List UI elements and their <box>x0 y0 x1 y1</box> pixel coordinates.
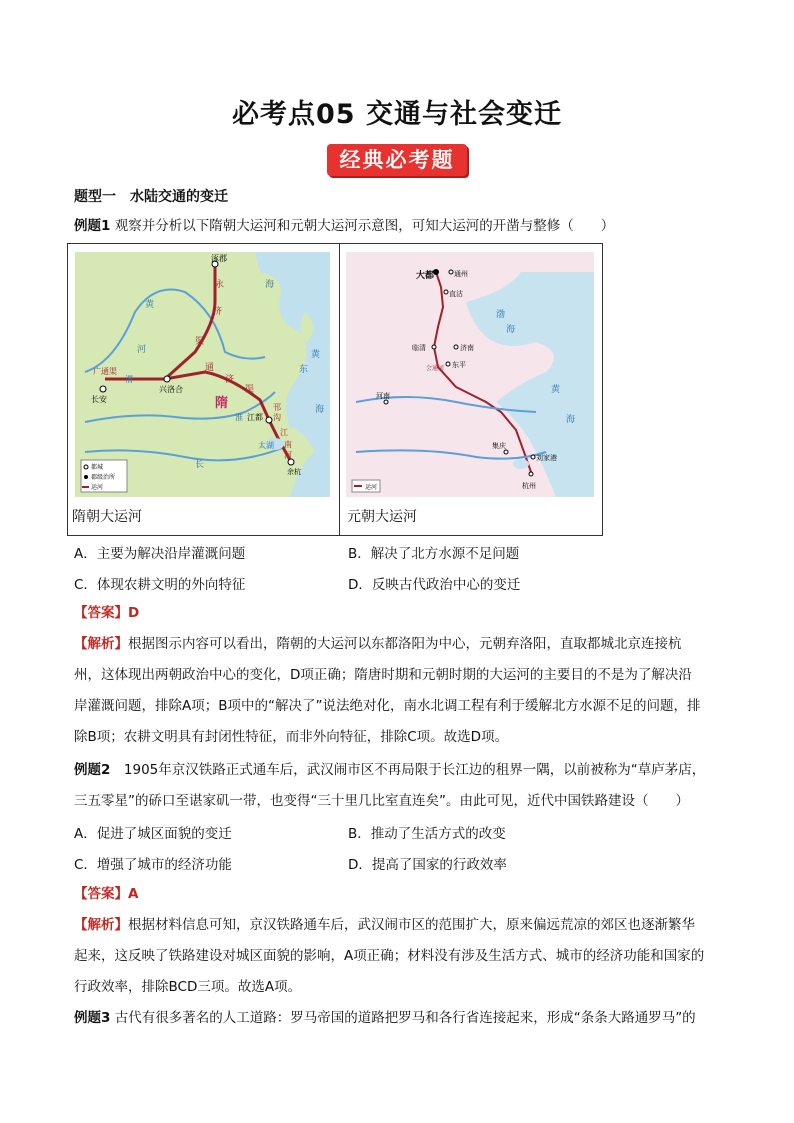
map-label: 渤 <box>496 310 506 320</box>
ex3-question <box>74 1008 724 1028</box>
map-label: 通 <box>205 363 215 373</box>
map-label: 长安 <box>91 395 107 404</box>
map-label: 杭州 <box>522 482 536 490</box>
map-label: 海 <box>315 405 325 415</box>
map-label: 河 <box>284 451 292 460</box>
legend-canal: 运河 <box>365 484 378 491</box>
ex2-analysis-line <box>74 915 724 935</box>
map-label: 太湖 <box>258 441 274 450</box>
ex3-label: 例题3 <box>74 1010 111 1026</box>
ex1-label: 例题1 <box>74 218 111 234</box>
map-label: 南 <box>284 440 292 449</box>
map-label: 会通河 <box>426 365 445 372</box>
ex1-answer <box>74 603 724 623</box>
map-label: 长 <box>195 460 205 470</box>
answer-value: D <box>128 605 140 621</box>
ex2-option-d: D．提高了国家的行政效率 <box>348 857 507 873</box>
map-label: 永 <box>215 280 225 290</box>
legend-capital-icon <box>84 465 88 469</box>
dongping-marker <box>446 362 450 366</box>
map-label: 海 <box>506 325 516 335</box>
map-label: 济南 <box>460 344 474 352</box>
tongzhou-marker <box>449 270 453 274</box>
ex2-question-text: 1905年京汉铁路正式通车后，武汉闹市区不再局限于长江边的租界一隅，以前被称为“草庐茅店， <box>110 762 706 778</box>
map-label: 余杭 <box>287 468 301 476</box>
ex1-analysis-line: 岸灌溉问题，排除A项；B项中的“解决了”说法绝对化，南水北调工程有利于缓解北方水源不足的问题，排 <box>74 698 701 714</box>
ex1-analysis-line: 除B项；农耕文明具有封闭性特征，而非外向特征，排除C项。故选D项。 <box>74 729 509 745</box>
ex2-analysis-line: 行政效率，排除BCD三项。故选A项。 <box>74 979 302 995</box>
map-label: 河 <box>137 345 147 355</box>
page-title: 必考点05 交通与社会变迁 <box>232 99 562 130</box>
map-label-sui: 隋 <box>215 396 229 411</box>
map-label: 通州 <box>454 270 468 278</box>
legend-canal: 运河 <box>91 484 104 491</box>
section-heading: 题型一 水陆交通的变迁 <box>74 189 228 205</box>
luoyang-marker <box>164 376 170 382</box>
map-label: 刘家港 <box>536 454 557 462</box>
map-label: 济 <box>225 375 235 385</box>
answer-tag: 【答案】 <box>74 886 128 902</box>
ex2-label: 例题2 <box>74 762 111 778</box>
legend-prefecture-icon <box>84 475 88 479</box>
map-label: 渠 <box>245 385 255 395</box>
map-label: 海 <box>265 280 275 290</box>
map-label: 沟 <box>273 413 281 422</box>
caption-sui: 隋朝大运河 <box>72 509 142 525</box>
henan-marker <box>384 400 388 404</box>
answer-tag: 【答案】 <box>74 605 128 621</box>
map-label: 东 <box>299 365 309 375</box>
map-label: 临清 <box>412 344 426 352</box>
badge: 经典必考题 <box>327 144 467 176</box>
ex1-option-b: B．解决了北方水源不足问题 <box>348 546 520 562</box>
ex2-question <box>74 760 724 780</box>
map-label: 江 <box>280 428 288 437</box>
hangzhou-marker <box>529 472 533 476</box>
map-label: 集庆 <box>492 442 506 450</box>
map-label: 东平 <box>452 361 466 369</box>
map-divider <box>339 244 340 535</box>
ex2-analysis-line: 起来，这反映了铁路建设对城区面貌的影响，A项正确；材料没有涉及生活方式、城市的经济功能和国家的 <box>74 948 705 964</box>
ex2-question-line: 三五零星”的硚口至谌家矶一带，也变得“三十里几比室直连矣”。由此可见，近代中国铁路建设（ ） <box>74 793 689 809</box>
legend-prefecture: 郡级治所 <box>91 474 116 481</box>
caption-yuan: 元朝大运河 <box>347 509 417 525</box>
sui-canal-map <box>75 252 330 497</box>
ex1-option-d: D．反映古代政治中心的变迁 <box>348 577 521 593</box>
map-label: 黄 <box>551 385 561 395</box>
linqing-marker <box>432 345 436 349</box>
ex1-option-a: A．主要为解决沿岸灌溉问题 <box>74 546 246 562</box>
ex1-question <box>74 216 724 236</box>
map-figure <box>67 243 603 536</box>
analysis-text: 根据图示内容可以看出，隋朝的大运河以东都洛阳为中心，元朝弃洛阳，直取都城北京连接杭 <box>128 636 682 652</box>
jiangdu-marker <box>266 417 272 423</box>
map-label-dadu: 大都 <box>416 271 435 281</box>
analysis-tag: 【解析】 <box>74 917 128 933</box>
ex1-question-text: 观察并分析以下隋朝大运河和元朝大运河示意图，可知大运河的开凿与整修（ ） <box>110 218 615 234</box>
map-label: 直沽 <box>449 290 463 298</box>
map-label: 河南 <box>376 392 390 400</box>
map-label: 淮 <box>235 413 243 422</box>
liujiagang-marker <box>531 455 535 459</box>
map-label: 黄 <box>311 350 321 360</box>
changan-marker <box>100 386 106 392</box>
ex1-analysis-line: 州，这体现出两朝政治中心的变化，D项正确；隋唐时期和元朝时期的大运河的主要目的不是为了解决沿 <box>74 667 692 683</box>
map-label: 渠 <box>195 337 205 347</box>
map-label-zhuojun: 涿郡 <box>211 254 227 263</box>
analysis-tag: 【解析】 <box>74 636 128 652</box>
taihu-lake <box>513 459 529 469</box>
ex2-option-a: A．促进了城区面貌的变迁 <box>74 826 232 842</box>
map-label: 济 <box>213 307 223 317</box>
ex1-analysis-line <box>74 634 724 654</box>
map-label: 江都 <box>247 413 263 422</box>
ex2-option-c: C．增强了城市的经济功能 <box>74 857 232 873</box>
legend-capital: 都城 <box>91 464 104 471</box>
map-label: 黄 <box>145 300 155 310</box>
map-label: 兴洛合 <box>159 385 183 394</box>
jinan-marker <box>454 345 458 349</box>
map-label: 广通渠 <box>93 367 117 376</box>
map-label: 渭 <box>125 375 133 384</box>
analysis-text: 根据材料信息可知，京汉铁路通车后，武汉闹市区的范围扩大，原来偏远荒凉的郊区也逐渐繁华 <box>128 917 695 933</box>
ex3-question-text: 古代有很多著名的人工道路：罗马帝国的道路把罗马和各行省连接起来，形成“条条大路通罗马”的 <box>110 1010 696 1026</box>
map-label: 海 <box>566 415 576 425</box>
yuan-canal-map <box>346 252 594 497</box>
zhigu-marker <box>444 290 448 294</box>
ex1-option-c: C．体现农耕文明的外向特征 <box>74 577 246 593</box>
answer-value: A <box>128 886 139 902</box>
ex2-option-b: B．推动了生活方式的改变 <box>348 826 506 842</box>
map-label: 邗 <box>273 403 281 412</box>
ex2-answer <box>74 884 724 904</box>
jiqing-marker <box>504 450 508 454</box>
